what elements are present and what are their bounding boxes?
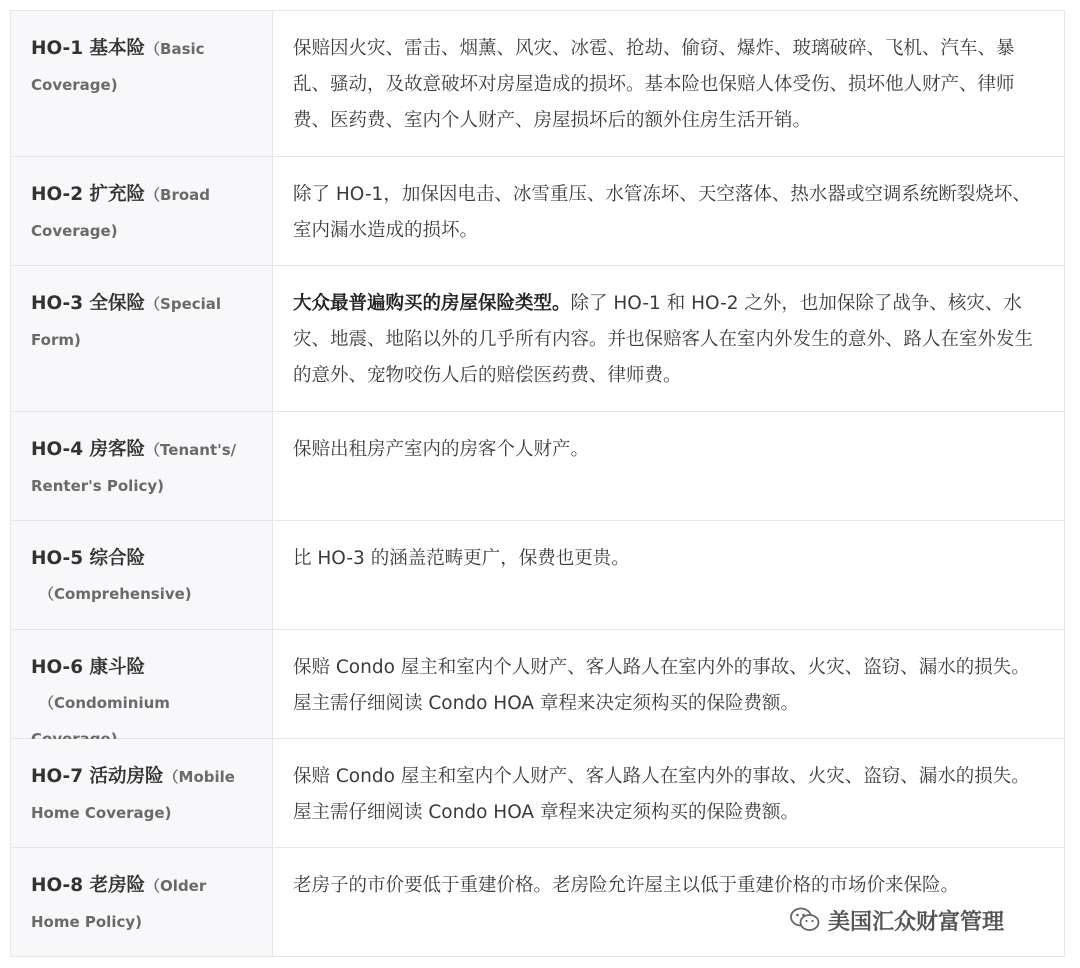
policy-code: HO-8 老房险: [31, 875, 146, 896]
policy-name-cell: [11, 11, 273, 156]
insurance-table: [10, 10, 1065, 957]
policy-code: HO-4 房客险: [31, 439, 146, 460]
table-row: [11, 412, 1065, 521]
table-row: [11, 11, 1065, 157]
policy-description-cell: [273, 630, 1065, 738]
table-row: [11, 739, 1065, 848]
policy-description-cell: [273, 11, 1065, 156]
policy-description-highlight: 大众最普遍购买的房屋保险类型。: [293, 293, 571, 314]
policy-description: 除了 HO-1 和 HO-2 之外，也加保除了战争、核灾、水灾、地震、地陷以外的几乎所有内容。并也保赔客人在室内外发生的意外、路人在室外发生的意外、宠物咬伤人后的赔偿医药费、律师费。: [293, 293, 1034, 386]
policy-description-cell: [273, 412, 1065, 520]
policy-name-cell: [11, 157, 273, 265]
table-row: [11, 630, 1065, 739]
policy-description: 保赔出租房产室内的房客个人财产。: [293, 439, 590, 460]
policy-description: 保赔因火灾、雷击、烟薰、风灾、冰雹、抢劫、偷窃、爆炸、玻璃破碎、飞机、汽车、暴乱、骚动，及故意破坏对房屋造成的损坏。基本险也保赔人体受伤、损坏他人财产、律师费、医药费、室内个人财产、房屋损坏后的额外住房生活开销。: [293, 38, 1015, 131]
policy-name-cell: [11, 412, 273, 520]
wechat-icon: [790, 907, 820, 933]
policy-description: 保赔 Condo 屋主和室内个人财产、客人路人在室内外的事故、火灾、盗窃、漏水的损失。屋主需仔细阅读 Condo HOA 章程来决定须构买的保险费额。: [293, 766, 1030, 823]
policy-code: HO-1 基本险: [31, 38, 146, 59]
table-row: [11, 266, 1065, 412]
account-watermark: [790, 900, 1004, 940]
policy-description-cell: [273, 157, 1065, 265]
policy-description-cell: [273, 739, 1065, 847]
policy-code: HO-5 综合险: [31, 548, 146, 569]
table-row: [11, 157, 1065, 266]
policy-code: HO-7 活动房险: [31, 766, 164, 787]
table-row: [11, 521, 1065, 630]
policy-english-name: （Broad Coverage): [31, 186, 211, 240]
policy-name-cell: [11, 848, 273, 956]
policy-description: 老房子的市价要低于重建价格。老房险允许屋主以低于重建价格的市场价来保险。: [293, 875, 960, 896]
policy-description-cell: [273, 266, 1065, 411]
policy-description: 除了 HO-1，加保因电击、冰雪重压、水管冻坏、天空落体、热水器或空调系统断裂烧坏、室内漏水造成的损坏。: [293, 184, 1031, 241]
watermark-text: 美国汇众财富管理: [828, 909, 1005, 935]
policy-description-cell: [273, 521, 1065, 629]
policy-name-cell: [11, 521, 273, 629]
policy-english-name: （Special Form): [31, 295, 222, 349]
policy-english-name: （Mobile Home Coverage): [31, 768, 235, 822]
policy-code: HO-6 康斗险: [31, 657, 146, 678]
policy-description: 比 HO-3 的涵盖范畴更广，保费也更贵。: [293, 548, 630, 569]
policy-code: HO-2 扩充险: [31, 184, 146, 205]
policy-name-cell: [11, 739, 273, 847]
policy-name-cell: [11, 630, 273, 738]
policy-code: HO-3 全保险: [31, 293, 146, 314]
policy-english-name: （Condominium: [39, 694, 170, 712]
policy-english-name: （Basic Coverage): [31, 40, 205, 94]
policy-english-name: （Older Home Policy): [31, 877, 207, 931]
policy-name-cell: [11, 266, 273, 411]
policy-description: 保赔 Condo 屋主和室内个人财产、客人路人在室内外的事故、火灾、盗窃、漏水的损失。屋主需仔细阅读 Condo HOA 章程来决定须构买的保险费额。: [293, 657, 1030, 714]
policy-english-name: （Comprehensive): [39, 585, 192, 603]
policy-english-name: （Tenant's/ Renter's Policy): [31, 441, 237, 495]
